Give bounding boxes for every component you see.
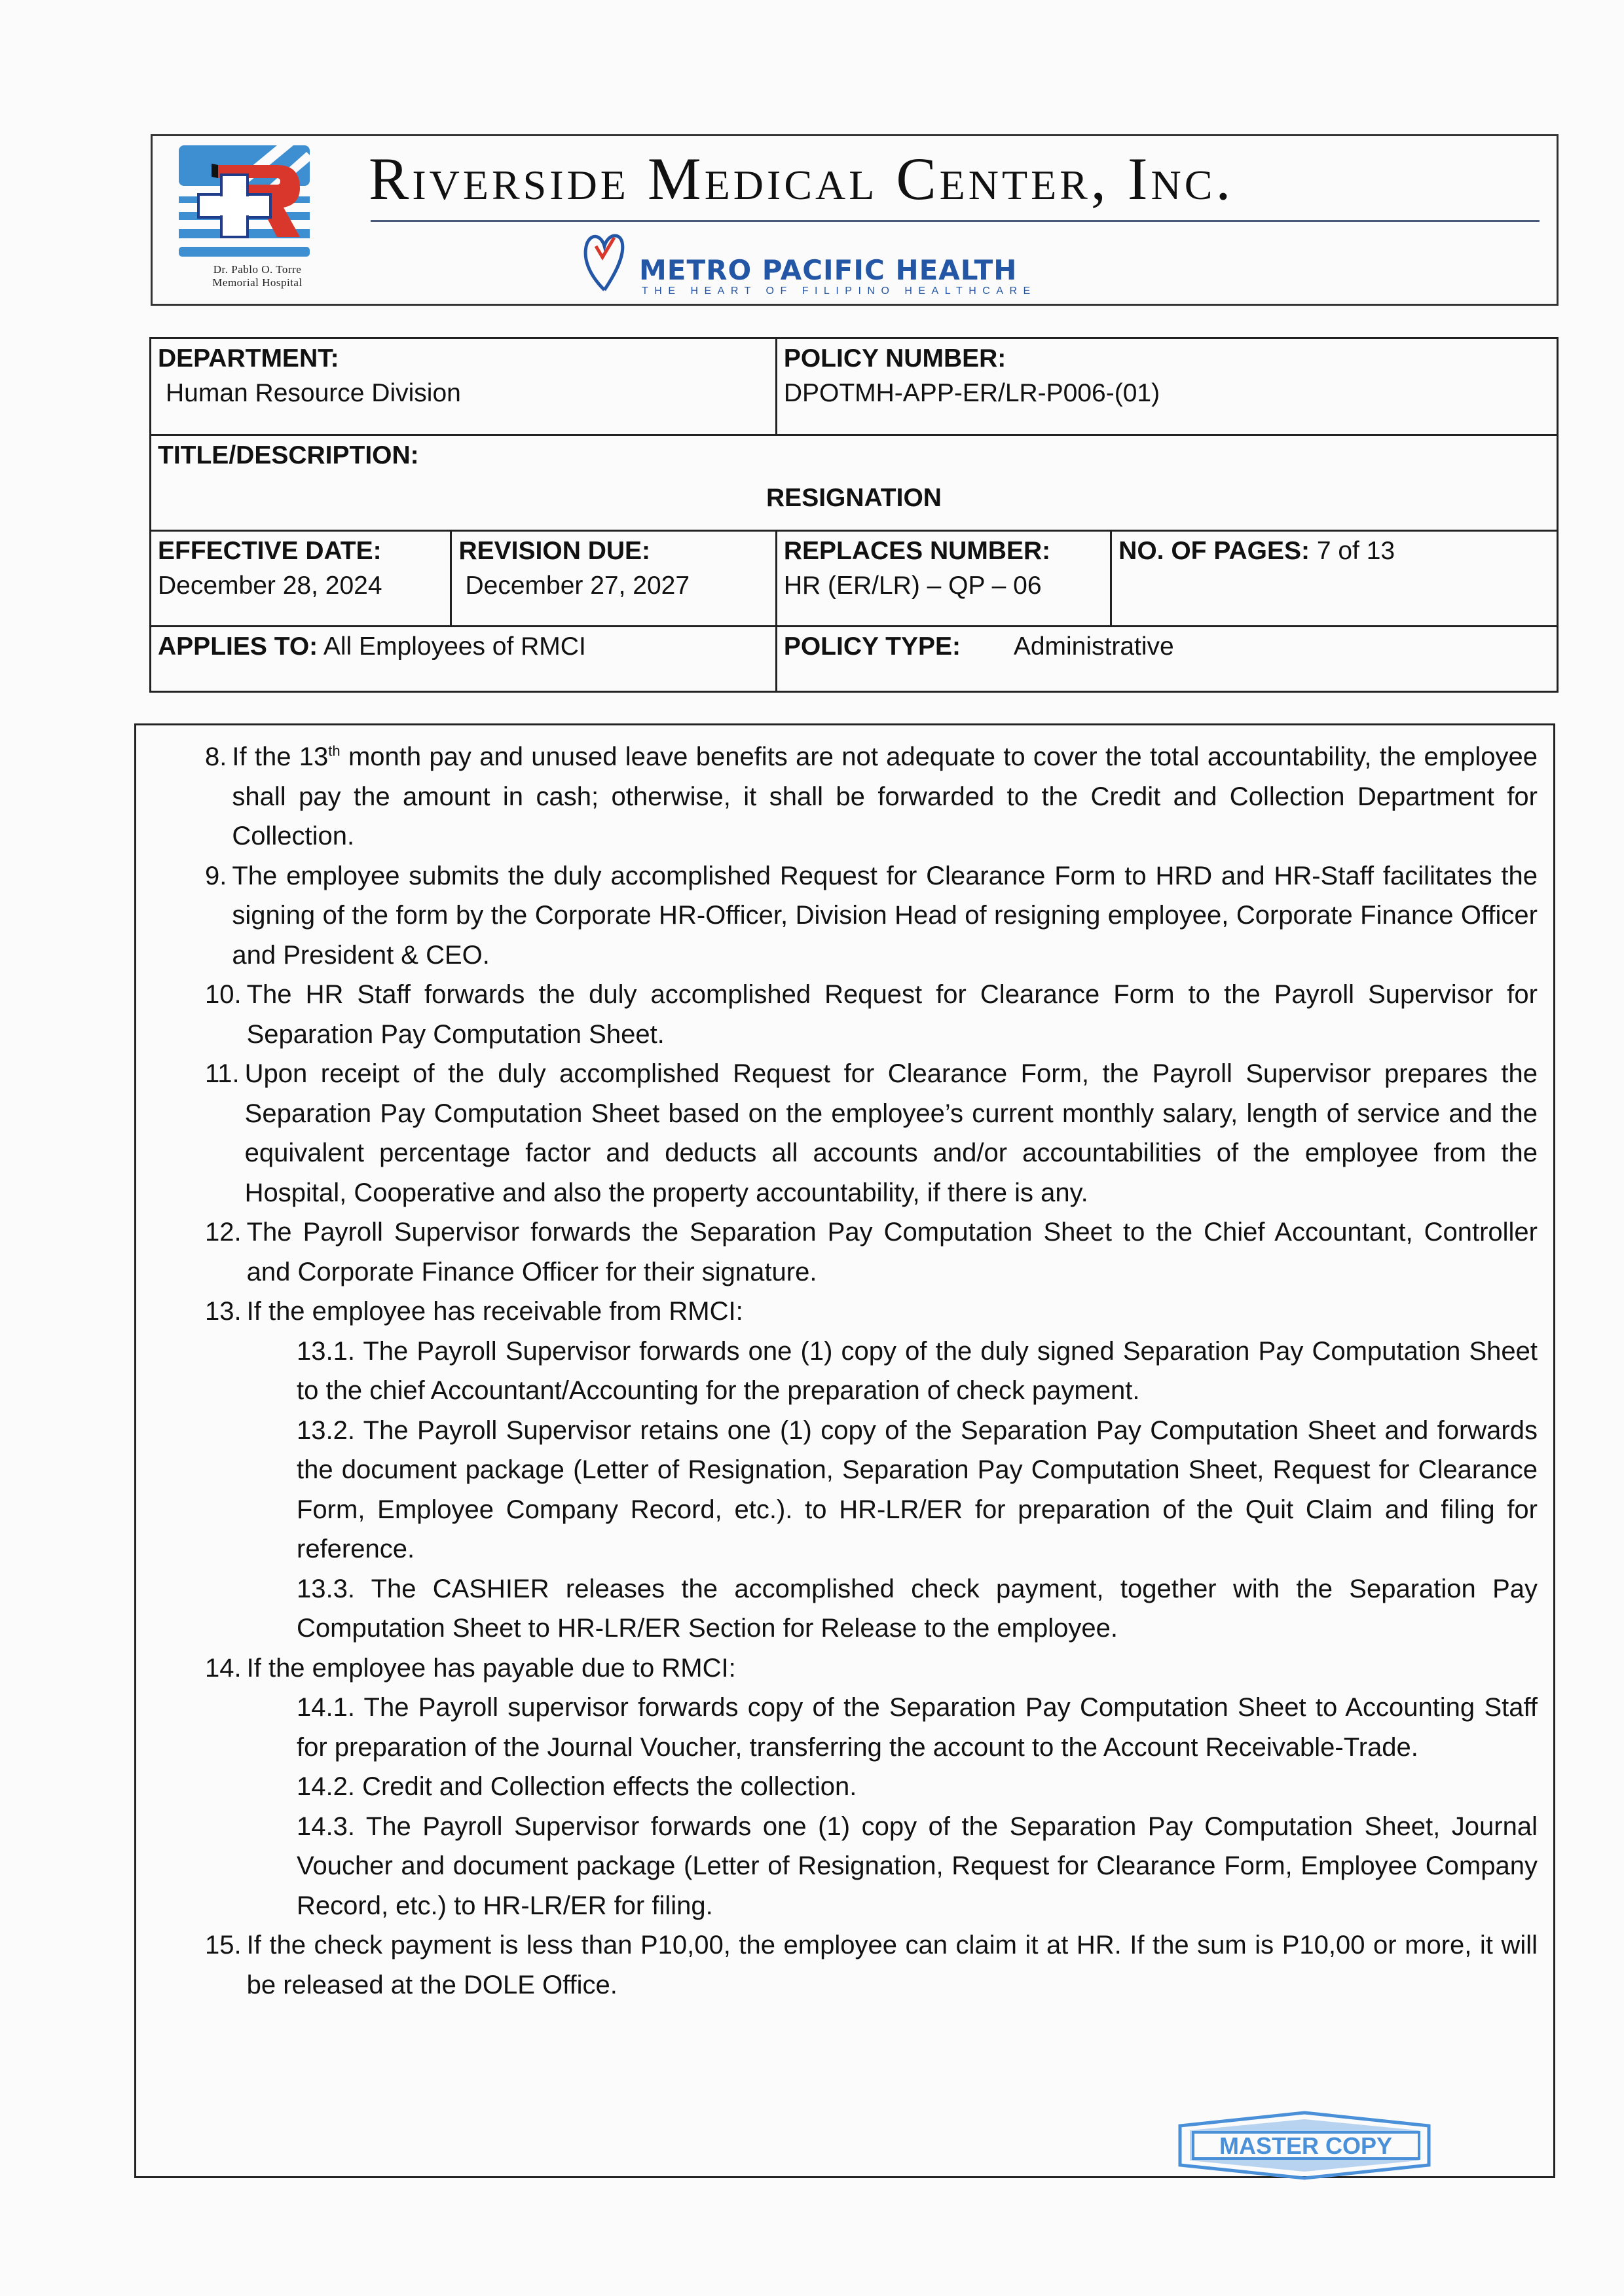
list-item: 10. The HR Staff forwards the duly accomplished Request for Clearance Form to the Payroll Supervisor for Separation Pay Computation Sheet. [205, 980, 1538, 1049]
list-item: 15. If the check payment is less than P10,00, the employee can claim it at HR. If the sum is P10,00 or more, it will be released at the DOLE Office. [205, 1931, 1538, 1999]
procedure-list [205, 737, 1538, 2005]
title-cell [151, 435, 1558, 531]
policy-type-cell [776, 627, 1557, 692]
rmci-logo-icon [179, 145, 323, 257]
sub-list-item: 14.2. Credit and Collection effects the collection. [297, 1772, 857, 1801]
list-item: 11. Upon receipt of the duly accomplished Request for Clearance Form, the Payroll Supervisor prepares the Separation Pay Computation Sheet based on the employee’s current monthly salary, length of service and the equivalent percentage factor and deducts all accounts and/or accountabilities of the employee from the Hospital, Cooperative and also the property accountability, if there is any. [205, 1059, 1538, 1207]
applies-to-label: APPLIES TO: [158, 632, 318, 661]
partner-logo [581, 228, 1171, 300]
policy-body [134, 723, 1555, 2178]
policy-type-value: Administrative [1013, 632, 1174, 661]
policy-type-label: POLICY TYPE: [783, 632, 961, 661]
master-copy-stamp [1173, 2109, 1435, 2181]
department-value: Human Resource Division [166, 378, 461, 407]
revision-due-cell [451, 531, 776, 627]
applies-to-cell [151, 627, 777, 692]
pages-label: NO. OF PAGES: [1118, 537, 1310, 565]
effective-date-value: December 28, 2024 [158, 571, 382, 600]
revision-due-label: REVISION DUE: [458, 537, 651, 565]
title-label: TITLE/DESCRIPTION: [158, 441, 419, 469]
list-item: 8. If the 13th month pay and unused leave benefits are not adequate to cover the total accountability, the employee shall pay the amount in cash; otherwise, it shall be forwarded to the Credit and Collection Department for Collection. [205, 742, 1538, 850]
applies-to-value: All Employees of RMCI [323, 632, 586, 661]
policy-info-table [149, 337, 1559, 693]
hospital-logo [179, 145, 323, 302]
sub-list-item: 13.1. The Payroll Supervisor forwards one (1) copy of the duly signed Separation Pay Computation Sheet to the chief Accountant/Accounting for the preparation of check payment. [297, 1336, 1538, 1405]
divider [371, 220, 1540, 222]
pages-value: 7 of 13 [1316, 537, 1395, 565]
replaces-number-cell [776, 531, 1111, 627]
list-item: 14. If the employee has payable due to RMCI: [205, 1653, 736, 1683]
letterhead [151, 134, 1559, 306]
sub-list-item: 14.1. The Payroll supervisor forwards copy of the Separation Pay Computation Sheet to Accounting Staff for preparation of the Journal Voucher, transferring the account to the Account Receivable-Trade. [297, 1693, 1538, 1762]
policy-title: RESIGNATION [766, 483, 942, 512]
pages-cell [1111, 531, 1558, 627]
company-name: Riverside Medical Center, Inc. [369, 145, 1234, 212]
department-cell [151, 338, 777, 435]
replaces-number-label: REPLACES NUMBER: [783, 537, 1051, 565]
department-label: DEPARTMENT: [158, 344, 339, 373]
replaces-number-value: HR (ER/LR) – QP – 06 [783, 571, 1042, 600]
partner-tagline: THE HEART OF FILIPINO HEALTHCARE [642, 285, 1037, 297]
partner-name: METRO PACIFIC HEALTH [639, 254, 1018, 286]
effective-date-cell [151, 531, 451, 627]
list-item: 12. The Payroll Supervisor forwards the Separation Pay Computation Sheet to the Chief Accountant, Controller and Corporate Finance Officer for their signature. [205, 1218, 1538, 1286]
list-item: 9. The employee submits the duly accomplished Request for Clearance Form to HRD and HR-Staff facilitates the signing of the form by the Corporate HR-Officer, Division Head of resigning employee, Corporate Finance Officer and President & CEO. [205, 861, 1538, 970]
sub-list-item: 13.2. The Payroll Supervisor retains one (1) copy of the Separation Pay Computation Sheet and forwards the document package (Letter of Resignation, Separation Pay Computation Sheet, Request for Clearance Form, Employee Company Record, etc.). to HR-LR/ER for preparation of the Quit Claim and filing for reference. [297, 1415, 1538, 1563]
policy-number-value: DPOTMH-APP-ER/LR-P006-(01) [783, 378, 1160, 407]
list-item: 13. If the employee has receivable from RMCI: [205, 1297, 743, 1326]
stamp-text: MASTER COPY [1219, 2132, 1393, 2159]
effective-date-label: EFFECTIVE DATE: [158, 537, 382, 565]
policy-number-cell [776, 338, 1557, 435]
heart-icon [581, 228, 627, 293]
sub-list-item: 13.3. The CASHIER releases the accomplished check payment, together with the Separation Pay Computation Sheet to HR-LR/ER Section for Release to the employee. [297, 1574, 1538, 1643]
policy-number-label: POLICY NUMBER: [783, 344, 1006, 373]
revision-due-value: December 27, 2027 [465, 571, 690, 600]
logo-caption: Dr. Pablo O. Torre Memorial Hospital [212, 263, 303, 289]
sub-list-item: 14.3. The Payroll Supervisor forwards one (1) copy of the Separation Pay Computation Sheet, Journal Voucher and document package (Letter of Resignation, Request for Clearance Form, Employee Company Record, etc.) to HR-LR/ER for filing. [297, 1812, 1538, 1920]
